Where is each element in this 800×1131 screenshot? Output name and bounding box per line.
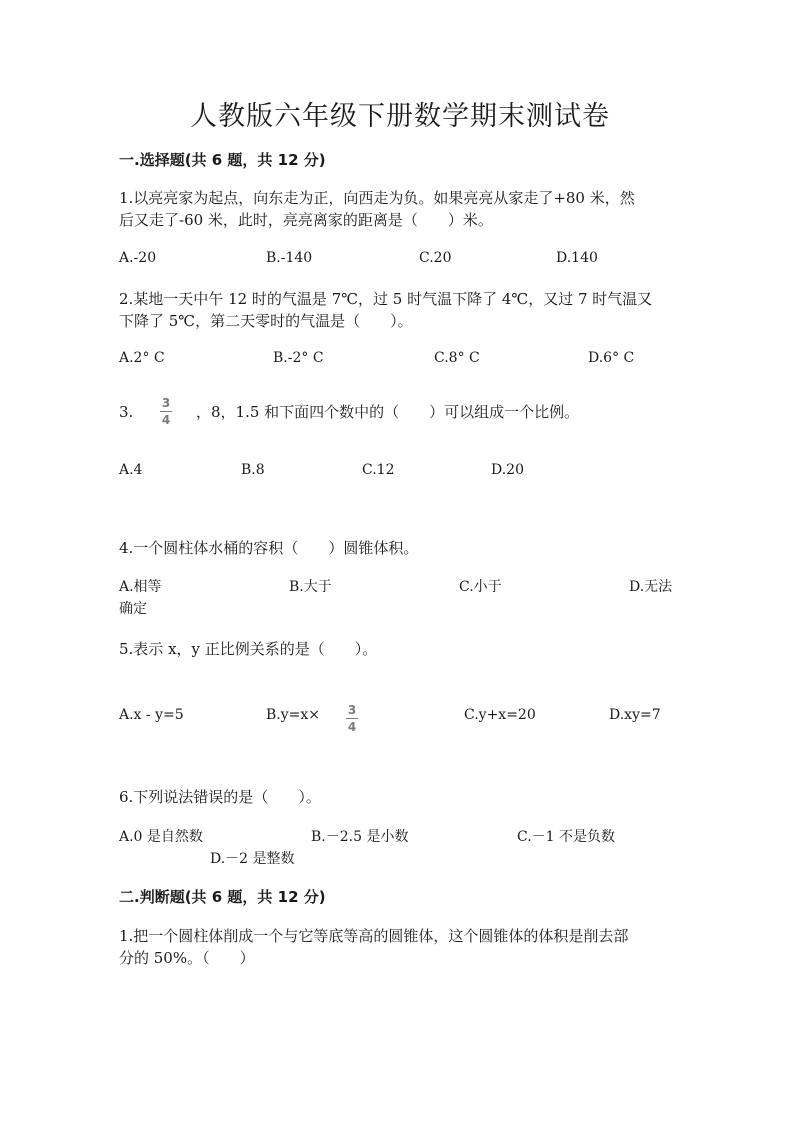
- question-2-line-1: 2.某地一天中午 12 时的气温是 7℃，过 5 时气温下降了 4℃，又过 7 时气温又: [119, 290, 653, 308]
- question-1-line-2: 后又走了-60 米，此时，亮亮离家的距离是（ ）米。: [119, 211, 493, 229]
- question-3-fraction: [160, 396, 172, 427]
- question-4-option-d: D.无法: [629, 579, 673, 595]
- question-5-text: 5.表示 x，y 正比例关系的是（ ）。: [119, 640, 378, 658]
- question-2-line-2: 下降了 5℃，第二天零时的气温是（ ）。: [119, 312, 413, 330]
- question-1-line-1: 1.以亮亮家为起点，向东走为正，向西走为负。如果亮亮从家走了+80 米，然: [119, 189, 635, 207]
- question-6-text: 6.下列说法错误的是（ ）。: [119, 788, 321, 806]
- question-3-option-b: B.8: [241, 462, 265, 478]
- fraction-bar: [346, 718, 358, 719]
- question-2-option-d: D.6° C: [588, 350, 635, 366]
- fraction-numerator: 3: [161, 396, 171, 410]
- question-6-option-a: A.0 是自然数: [119, 829, 203, 845]
- question-6-option-c: C.－1 不是负数: [517, 829, 616, 845]
- question-4-text: 4.一个圆柱体水桶的容积（ ）圆锥体积。: [119, 539, 419, 557]
- judgement-question-1-line-2: 分的 50%。（ ）: [119, 949, 255, 967]
- page-title: 人教版六年级下册数学期末测试卷: [190, 101, 610, 132]
- fraction-bar: [160, 411, 172, 412]
- judgement-question-1-line-1: 1.把一个圆柱体削成一个与它等底等高的圆锥体，这个圆锥体的体积是削去部: [119, 927, 629, 945]
- question-1-option-c: C.20: [419, 250, 452, 266]
- question-4-option-d-wrap: 确定: [119, 601, 147, 617]
- question-4-option-c: C.小于: [459, 579, 502, 595]
- question-1-option-d: D.140: [556, 250, 598, 266]
- question-6-option-b: B.－2.5 是小数: [311, 829, 409, 845]
- fraction-numerator: 3: [347, 703, 357, 717]
- question-3-option-c: C.12: [362, 462, 395, 478]
- question-3-text: ，8，1.5 和下面四个数中的（ ）可以组成一个比例。: [196, 403, 580, 421]
- question-3-option-a: A.4: [119, 462, 143, 478]
- question-2-option-b: B.-2° C: [273, 350, 324, 366]
- question-2-option-a: A.2° C: [119, 350, 165, 366]
- question-5-option-b: B.y=x×: [266, 707, 321, 723]
- section-heading-true-false: 二.判断题(共 6 题，共 12 分): [119, 888, 326, 906]
- question-3-option-d: D.20: [491, 462, 524, 478]
- section-heading-multiple-choice: 一.选择题(共 6 题，共 12 分): [119, 151, 326, 169]
- question-4-option-a: A.相等: [119, 579, 162, 595]
- question-5-option-a: A.x - y=5: [119, 707, 184, 723]
- question-1-option-b: B.-140: [266, 250, 313, 266]
- question-3-number: 3.: [119, 403, 134, 421]
- question-6-option-d: D.－2 是整数: [210, 851, 295, 867]
- fraction-denominator: 4: [161, 413, 171, 427]
- question-5-option-c: C.y+x=20: [464, 707, 536, 723]
- question-5-option-d: D.xy=7: [609, 707, 661, 723]
- question-5-option-b-fraction: [346, 703, 358, 734]
- question-2-option-c: C.8° C: [434, 350, 480, 366]
- question-1-option-a: A.-20: [119, 250, 157, 266]
- fraction-denominator: 4: [347, 720, 357, 734]
- question-4-option-b: B.大于: [289, 579, 332, 595]
